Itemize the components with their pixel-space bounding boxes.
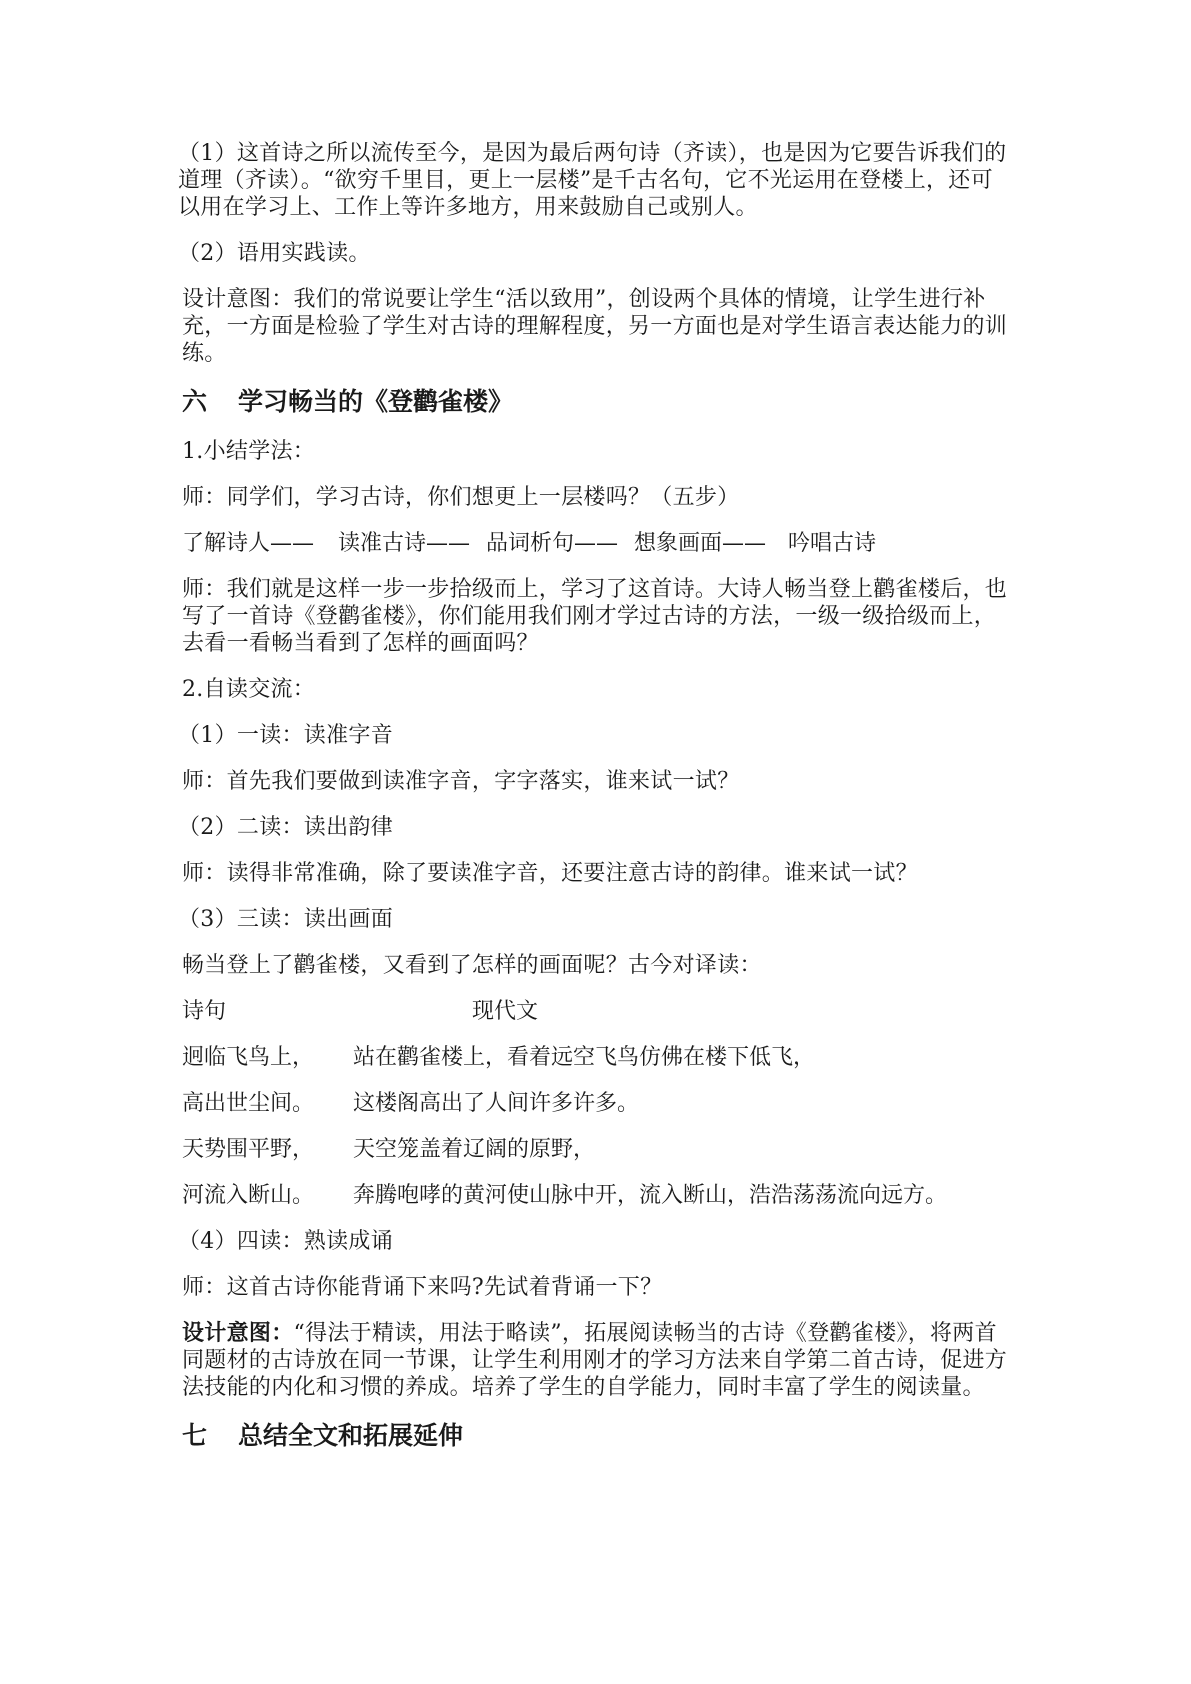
table-header [182, 998, 1012, 1025]
table-row [182, 1182, 1012, 1209]
step: 吟唱古诗 [788, 531, 877, 556]
poem-line: 天势围平野， [182, 1137, 315, 1162]
design-intent-paragraph [182, 1320, 1012, 1401]
step: 读准古诗—— [338, 531, 471, 556]
design-intent-text: “得法于精读，用法于略读”，拓展阅读畅当的古诗《登鹳雀楼》，将两首同题材的古诗放在同一节课，让学生利用刚才的学习方法来自学第二首古诗，促进方法技能的内化和习惯的养成。培养了学生的自学能力，同时丰富了学生的阅读量。 [182, 1321, 1008, 1400]
paragraph: 畅当登上了鹳雀楼，又看到了怎样的画面呢？古今对译读： [182, 953, 762, 978]
subheading: 2.自读交流： [182, 677, 316, 702]
section-title: 总结全文和拓展延伸 [238, 1421, 464, 1450]
paragraph: （1）这首诗之所以流传至今，是因为最后两句诗（齐读），也是因为它要告诉我们的道理（齐读）。“欲穷千里目，更上一层楼”是千古名句，它不光运用在登楼上，还可以用在学习上、工作上等许多地方，用来鼓励自己或别人。 [178, 141, 1007, 220]
paragraph: （2）语用实践读。 [178, 241, 371, 266]
poem-line: 河流入断山。 [182, 1183, 315, 1208]
section-number: 六 [182, 387, 208, 416]
paragraph: （2）二读：读出韵律 [178, 815, 393, 840]
subheading: 1.小结学法： [182, 439, 316, 464]
table-header-cell: 现代文 [472, 999, 539, 1024]
table-row [182, 1136, 1012, 1163]
paragraph: 师：首先我们要做到读准字音，字字落实，谁来试一试？ [182, 769, 740, 794]
table-row [182, 1044, 1012, 1071]
section-title: 学习畅当的《登鹳雀楼》 [238, 387, 514, 416]
step: 品词析句—— [486, 531, 619, 556]
poem-line: 高出世尘间。 [182, 1091, 315, 1116]
modern-translation: 这楼阁高出了人间许多许多。 [353, 1091, 640, 1116]
modern-translation: 奔腾咆哮的黄河使山脉中开，流入断山，浩浩荡荡流向远方。 [353, 1183, 948, 1208]
paragraph: 师：同学们，学习古诗，你们想更上一层楼吗？（五步） [182, 485, 740, 510]
paragraph: 师：读得非常准确，除了要读准字音，还要注意古诗的韵律。谁来试一试？ [182, 861, 918, 886]
section-number: 七 [182, 1421, 208, 1450]
section-heading [182, 386, 1012, 418]
steps-row [182, 530, 1012, 557]
modern-translation: 天空笼盖着辽阔的原野， [353, 1137, 596, 1162]
section-heading [182, 1420, 1012, 1452]
modern-translation: 站在鹳雀楼上，看着远空飞鸟仿佛在楼下低飞， [353, 1045, 816, 1070]
page-content [178, 140, 1012, 1472]
design-intent-paragraph: 设计意图：我们的常说要让学生“活以致用”，创设两个具体的情境，让学生进行补充，一方面是检验了学生对古诗的理解程度，另一方面也是对学生语言表达能力的训练。 [182, 287, 1008, 366]
paragraph: （4）四读：熟读成诵 [178, 1229, 393, 1254]
paragraph: （1）一读：读准字音 [178, 723, 393, 748]
paragraph: 师：这首古诗你能背诵下来吗?先试着背诵一下？ [182, 1275, 663, 1300]
design-intent-label: 设计意图： [182, 1320, 294, 1346]
table-header-cell: 诗句 [182, 999, 227, 1024]
step: 了解诗人—— [182, 531, 315, 556]
poem-line: 迥临飞鸟上， [182, 1045, 315, 1070]
paragraph: 师：我们就是这样一步一步拾级而上，学习了这首诗。大诗人畅当登上鹳雀楼后，也写了一首诗《登鹳雀楼》，你们能用我们刚才学过古诗的方法，一级一级拾级而上，去看一看畅当看到了怎样的画面吗？ [182, 577, 1008, 656]
paragraph: （3）三读：读出画面 [178, 907, 393, 932]
table-row [182, 1090, 1012, 1117]
step: 想象画面—— [634, 531, 767, 556]
